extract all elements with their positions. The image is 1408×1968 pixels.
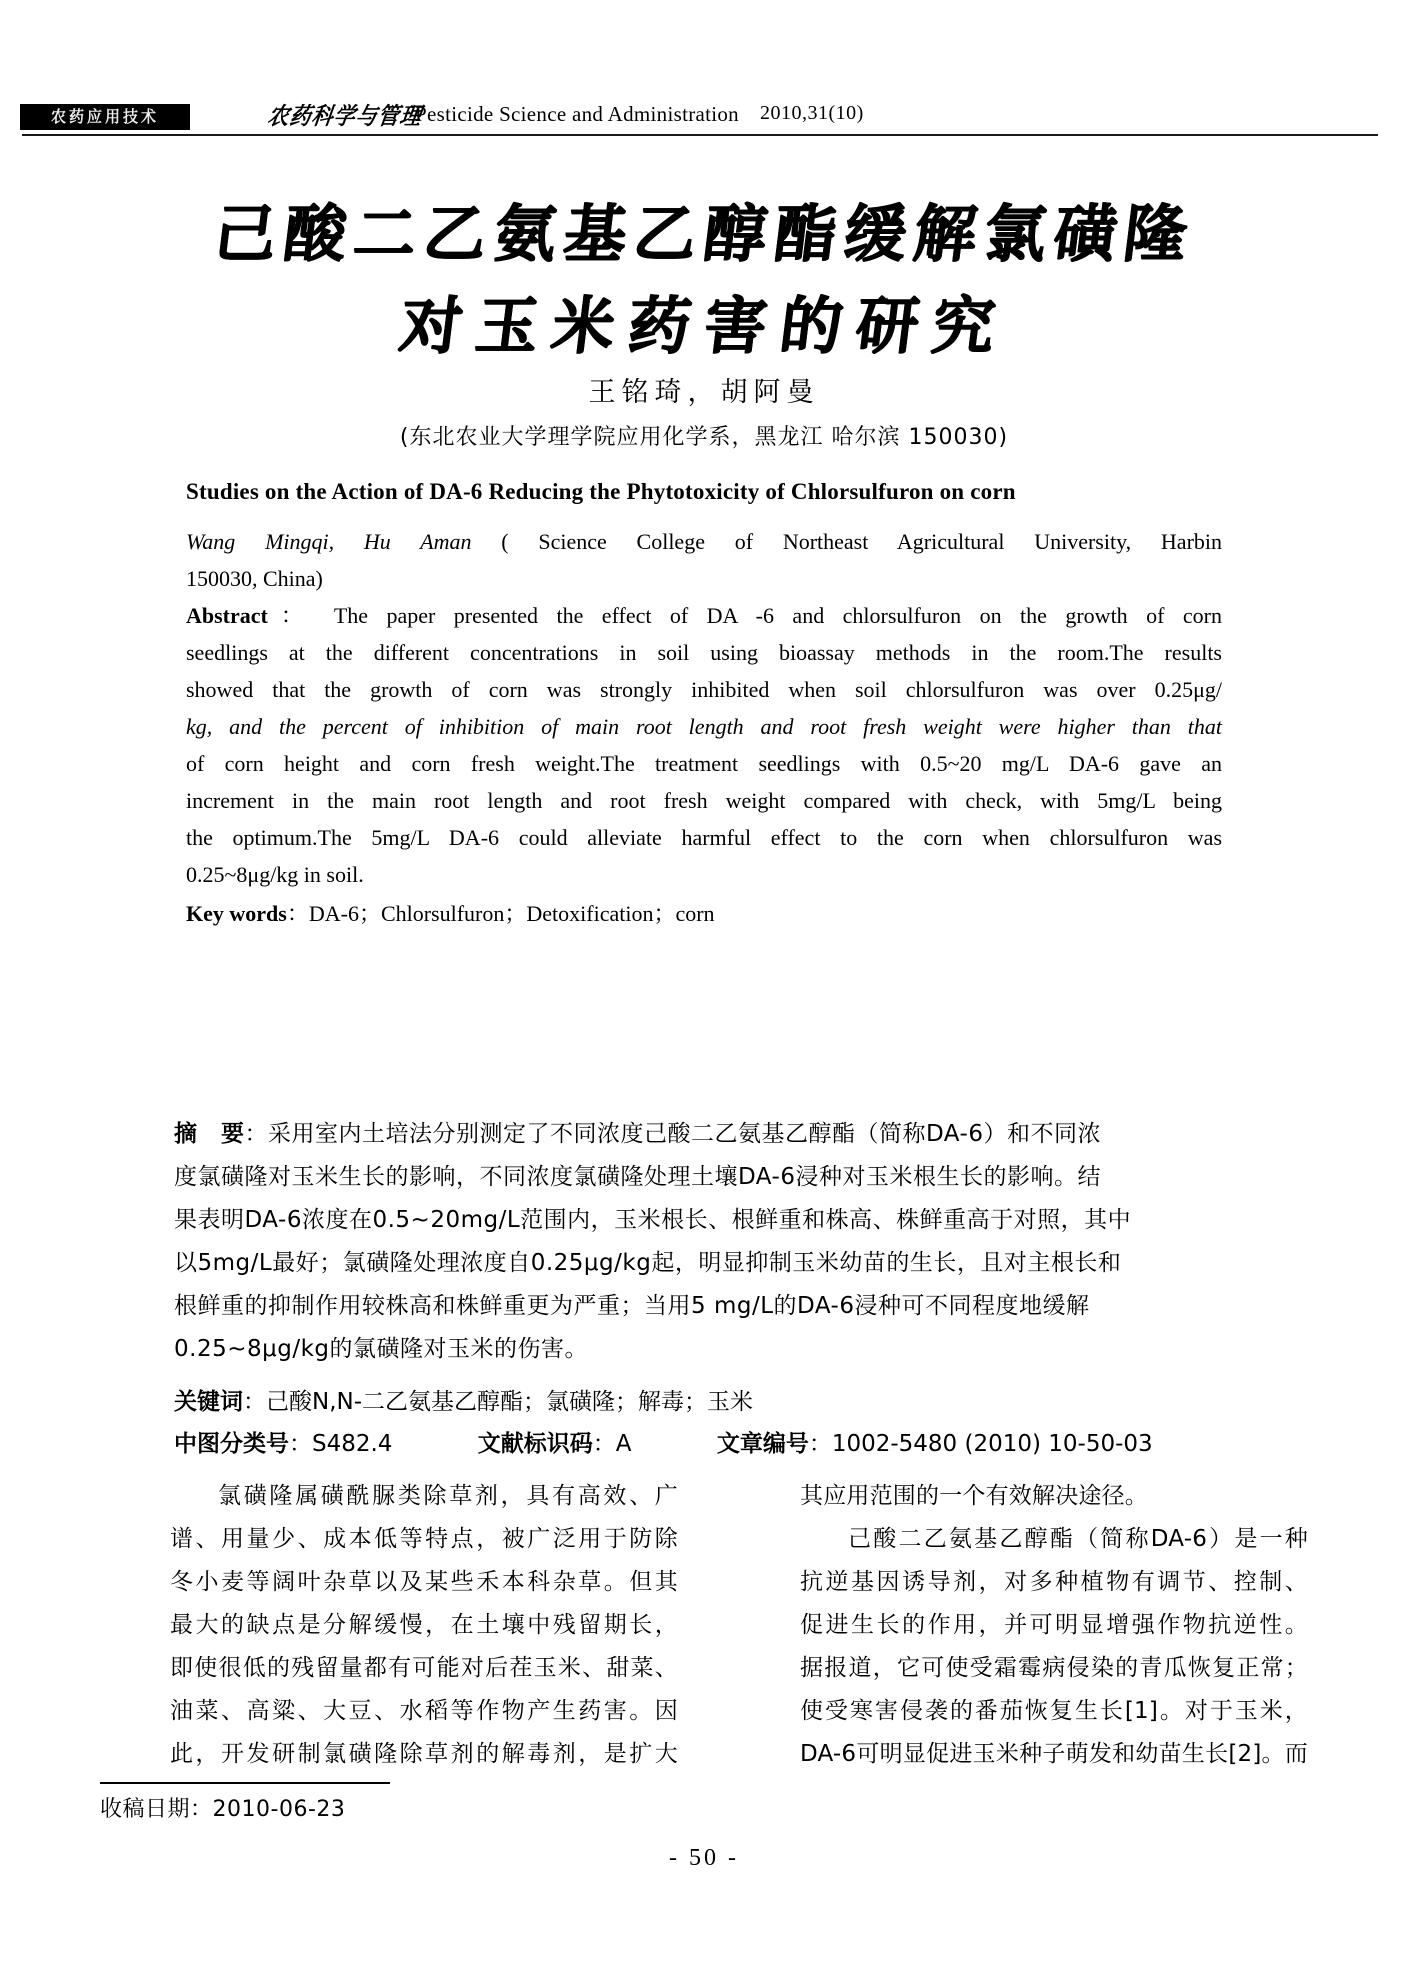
body-line: 促进生长的作用，并可明显增强作物抗逆性。	[800, 1612, 1308, 1638]
classification-line	[174, 1424, 1274, 1464]
article-id-value: 1002-5480 (2010) 10-50-03	[831, 1431, 1153, 1457]
chinese-abstract-text-1: 采用室内土培法分别测定了不同浓度己酸二乙氨基乙醇酯（简称DA-6）和不同浓	[268, 1121, 1101, 1147]
journal-title-en: Pesticide Science and Administration	[415, 102, 739, 126]
body-line: 己酸二乙氨基乙醇酯（简称DA-6）是一种	[848, 1526, 1308, 1552]
english-abstract-line-7: the optimum.The 5mg/L DA-6 could alleviate harmful effect to the corn when chlorsulfuron was	[186, 825, 1222, 850]
english-abstract-line-6: increment in the main root length and root fresh weight compared with check, with 5mg/L being	[186, 788, 1222, 813]
chinese-abstract-line-2: 度氯磺隆对玉米生长的影响，不同浓度氯磺隆处理土壤DA-6浸种对玉米根生长的影响。结	[174, 1164, 1101, 1190]
chinese-abstract-line-4: 以5mg/L最好；氯磺隆处理浓度自0.25μg/kg起，明显抑制玉米幼苗的生长，且对主根长和	[174, 1250, 1122, 1276]
running-head	[0, 100, 1408, 140]
english-keywords-value: DA-6；Chlorsulfuron；Detoxification；corn	[308, 901, 715, 926]
clc-segment	[174, 1424, 392, 1464]
english-title: Studies on the Action of DA-6 Reducing the Phytotoxicity of Chlorsulfuron on corn	[186, 479, 1016, 504]
body-line: 谱、用量少、成本低等特点，被广泛用于防除	[170, 1526, 678, 1552]
abstract-label: Abstract	[186, 603, 268, 628]
article-title-line-2: 对玉米药害的研究	[395, 289, 1013, 362]
body-line: 冬小麦等阔叶杂草以及某些禾本科杂草。但其	[170, 1569, 678, 1595]
english-affiliation-part: ( Science College of Northeast Agricultural University, Harbin	[501, 529, 1223, 554]
received-label: 收稿日期	[100, 1797, 191, 1822]
english-abstract-line-3: showed that the growth of corn was strongly inhibited when soil chlorsulfuron was over 0.25μg/	[186, 677, 1222, 702]
chinese-abstract-separator: ：	[244, 1121, 268, 1147]
chinese-keywords-value: 己酸N,N-二乙氨基乙醇酯；氯磺隆；解毒；玉米	[266, 1389, 754, 1415]
clc-value: S482.4	[312, 1431, 393, 1457]
english-keywords-label: Key words	[186, 901, 287, 926]
body-line: 其应用范围的一个有效解决途径。	[800, 1483, 1148, 1509]
doccode-segment	[478, 1424, 632, 1464]
body-line: 氯磺隆属磺酰脲类除草剂，具有高效、广	[218, 1483, 678, 1509]
chinese-abstract-line-5: 根鲜重的抑制作用较株高和株鲜重更为严重；当用5 mg/L的DA-6浸种可不同程度地缓解	[174, 1293, 1090, 1319]
received-separator: ：	[190, 1797, 213, 1822]
footnote-divider	[100, 1782, 390, 1784]
english-keywords	[186, 895, 1222, 932]
english-authors-line-1	[186, 523, 1222, 560]
journal-title-cn: 农药科学与管理	[265, 102, 424, 130]
article-id-label: 文章编号	[716, 1431, 809, 1457]
body-line: 据报道，它可使受霜霉病侵染的青瓜恢复正常；	[800, 1655, 1308, 1681]
chinese-abstract-label: 摘 要	[174, 1121, 245, 1147]
chinese-abstract-line-6: 0.25~8μg/kg的氯磺隆对玉米的伤害。	[174, 1336, 589, 1362]
article-title-cn	[0, 188, 1408, 372]
chinese-keywords	[174, 1382, 1234, 1422]
english-abstract-line-4	[186, 708, 1222, 745]
authors-cn: 王铭琦，胡阿曼	[588, 377, 820, 408]
affiliation-cn: (东北农业大学理学院应用化学系，黑龙江 哈尔滨 150030)	[399, 425, 1009, 450]
section-tab	[20, 104, 190, 130]
issue-info: 2010,31(10)	[760, 102, 864, 124]
clc-separator: ：	[289, 1431, 312, 1457]
chinese-keywords-label: 关键词	[174, 1389, 243, 1415]
english-abstract-line-8: 0.25~8μg/kg in soil.	[186, 862, 364, 887]
received-value: 2010-06-23	[212, 1797, 346, 1822]
body-line: 油菜、高粱、大豆、水稻等作物产生药害。因	[170, 1698, 678, 1724]
section-tab-label: 农药应用技术	[50, 107, 159, 127]
abstract-separator: ：	[267, 603, 316, 628]
english-authors-line-2: 150030, China)	[186, 566, 323, 591]
doccode-label: 文献标识码	[477, 1431, 593, 1457]
doccode-separator: ：	[592, 1431, 616, 1457]
body-line: 即使很低的残留量都有可能对后茬玉米、甜菜、	[170, 1655, 678, 1681]
body-line: 最大的缺点是分解缓慢，在土壤中残留期长，	[170, 1612, 678, 1638]
body-line: 此，开发研制氯磺隆除草剂的解毒剂，是扩大	[170, 1741, 678, 1767]
chinese-abstract-line-1	[174, 1113, 1234, 1156]
english-abstract-line-5: of corn height and corn fresh weight.The treatment seedlings with 0.5~20 mg/L DA-6 gave an	[186, 751, 1222, 776]
english-authors-names: Wang Mingqi, Hu Aman	[186, 529, 472, 554]
english-block	[186, 478, 1222, 932]
body-line: DA-6可明显促进玉米种子萌发和幼苗生长[2]。而	[800, 1741, 1308, 1767]
body-column-right	[800, 1475, 1308, 1776]
article-title-line-1: 己酸二乙氨基乙醇酯缓解氯磺隆	[209, 197, 1199, 270]
article-id-segment	[717, 1424, 1153, 1464]
english-keywords-separator: ：	[286, 901, 309, 926]
doccode-value: A	[615, 1431, 632, 1457]
chinese-abstract	[174, 1113, 1234, 1371]
english-abstract-line-1	[186, 597, 1222, 634]
body-line: 抗逆基因诱导剂，对多种植物有调节、控制、	[800, 1569, 1308, 1595]
received-date	[100, 1792, 345, 1823]
body-line: 使受寒害侵袭的番茄恢复生长[1]。对于玉米，	[800, 1698, 1308, 1724]
page-number: - 50 -	[669, 1845, 739, 1871]
body-columns	[100, 1475, 1308, 1767]
abstract-text: The paper presented the effect of DA -6 and chlorsulfuron on the growth of corn	[333, 603, 1222, 628]
english-abstract-italic: kg, and the percent of inhibition of main root length and root fresh weight were higher than that	[186, 714, 1222, 739]
body-column-left	[170, 1475, 678, 1776]
chinese-abstract-line-3: 果表明DA-6浓度在0.5~20mg/L范围内，玉米根长、根鲜重和株高、株鲜重高于对照，其中	[174, 1207, 1132, 1233]
chinese-keywords-separator: ：	[243, 1389, 266, 1415]
article-id-separator: ：	[808, 1431, 832, 1457]
header-divider	[22, 134, 1378, 136]
english-abstract-line-2: seedlings at the different concentrations in soil using bioassay methods in the room.The results	[186, 640, 1222, 665]
clc-label: 中图分类号	[174, 1431, 289, 1457]
